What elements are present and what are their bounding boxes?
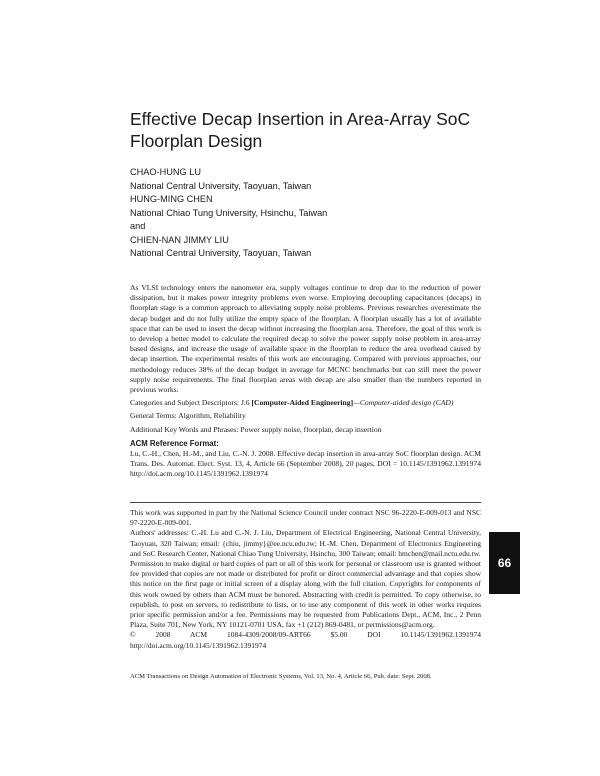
footnotes	[130, 508, 481, 651]
categories-label: Categories and Subject Descriptors:	[130, 398, 240, 408]
permission-note: Permission to make digital or hard copies of part or all of this work for personal or classroom use is granted without fee provided that copies are not made or distributed for profit or direct commercial advantage and that copies show this notice on the first page or initial screen of a display along with the full citation. Copyrights for components of this work owned by others than ACM must be honored. Abstracting with credit is permitted. To copy otherwise, to republish, to post on servers, to redistribute to lists, or to use any component of this work in other works requires prior specific permission and/or a fee. Permissions may be requested from Publications Dept., ACM, Inc., 2 Penn Plaza, Suite 701, New York, NY 10121-0701 USA, fax +1 (212) 869-0481, or permissions@acm.org.	[130, 559, 481, 630]
author-affiliation: National Central University, Taoyuan, Taiwan	[130, 180, 312, 191]
copyright-note: © 2008 ACM 1084-4309/2008/09-ART66 $5.00 DOI 10.1145/1391962.1391974 http://doi.acm.org/10.1145/1391962.1391974	[130, 630, 481, 650]
categories-italic: —Computer-aided design (CAD)	[353, 398, 454, 408]
funding-note: This work was supported in part by the National Science Council under contract NSC 96-2220-E-009-013 and NSC 97-2220-E-009-001.	[130, 508, 481, 528]
footnote-divider	[130, 502, 481, 503]
categories-line	[130, 398, 481, 408]
running-footer: ACM Transactions on Design Automation of Electronic Systems, Vol. 13, No. 4, Article 66, Pub. date: Sept. 2008.	[130, 673, 432, 680]
paper-title: Effective Decap Insertion in Area-Array SoC Floorplan Design	[130, 109, 471, 151]
author-name: HUNG-MING CHEN	[130, 194, 213, 204]
author-affiliation: National Chiao Tung University, Hsinchu, Taiwan	[130, 207, 328, 218]
general-terms: General Terms: Algorithm, Reliability	[130, 411, 246, 421]
keywords: Additional Key Words and Phrases: Power supply noise, floorplan, decap insertion	[130, 424, 382, 434]
abstract-text: As VLSI technology enters the nanometer era, supply voltages continue to drop due to the reduction of power dissipation, but it makes power integrity problems even worse. Employing decoupling capacitances (decaps) in floorplan stage is a common approach to alleviating supply noise problems. Previous researches overestimate the decap budget and do not fully utilize the empty space of the floorplan. A floorplan usually has a lot of available space that can be used to insert the decap without increasing the floorplan area. Therefore, the goal of this work is to develop a better model to calculate the required decap to solve the power supply noise problem in area-array based designs, and increase the usage of available space in the floorplan to reduce the area overhead caused by decap insertion. The experimental results of this work are encouraging. Compared with previous approaches, our methodology reduces 38% of the decap budget in average for MCNC benchmarks but can still meet the power supply noise requirements. The final floorplan areas with decap are also smaller than the numbers reported in previous works.	[130, 283, 481, 395]
author-joiner: and	[130, 221, 146, 231]
article-number-tab: 66	[489, 532, 520, 594]
reference-format-text: Lu, C.-H., Chen, H.-M., and Liu, C.-N. J. 2008. Effective decap insertion in area-array SoC floorplan design. ACM Trans. Des. Automat. Elect. Syst. 13, 4, Article 66 (September 2008), 20 pages, DOI = 10.1145/1391962.1391974 http://doi.acm.org/10.1145/1391962.1391974	[130, 449, 481, 479]
addresses-note: Authors' addresses: C.-H. Lu and C.-N. J. Liu, Department of Electrical Engineering, National Central University, Taoyuan, 320 Taiwan; email: {chiu, jimmy}@ee.ncu.edu.tw; H.-M. Chen, Department of Electronics Engineering and SoC Research Center, National Chiao Tung University, Hsinchu, 300 Taiwan; email: hmchen@mail.nctu.edu.tw.	[130, 528, 481, 558]
author-name: CHAO-HUNG LU	[130, 167, 201, 177]
author-name: CHIEN-NAN JIMMY LIU	[130, 234, 229, 245]
reference-format-heading: ACM Reference Format:	[130, 438, 219, 448]
categories-code: J.6	[240, 398, 250, 408]
abstract-section	[130, 283, 481, 480]
categories-bold: [Computer-Aided Engineering]	[251, 398, 354, 408]
author-block	[130, 166, 510, 261]
author-affiliation: National Central University, Taoyuan, Taiwan	[130, 248, 312, 258]
